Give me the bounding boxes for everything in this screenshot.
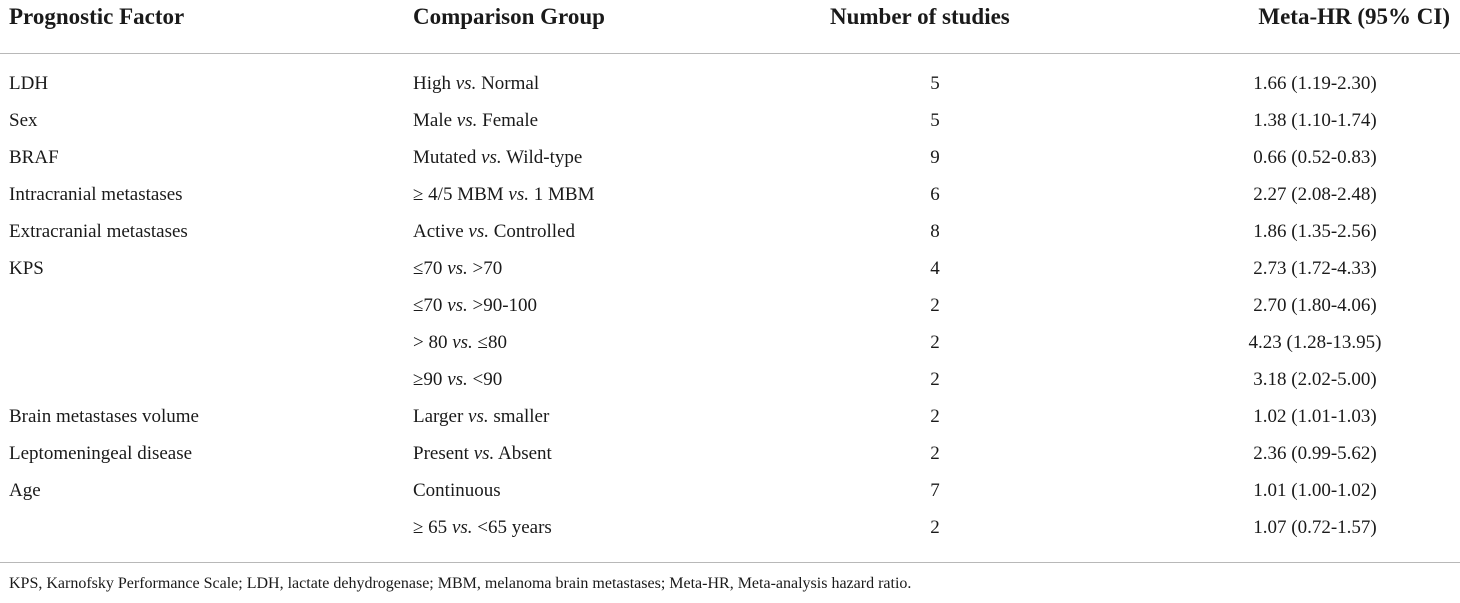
comparison-group-cell (413, 480, 501, 502)
group-a: ≥ 4/5 MBM (413, 184, 504, 205)
group-a: Male (413, 110, 453, 131)
vs-label: vs. (447, 369, 468, 390)
group-b: 1 MBM (533, 184, 595, 205)
comparison-group-cell (413, 110, 538, 132)
prognostic-factor-cell: KPS (9, 258, 44, 279)
table-row (0, 141, 1460, 178)
studies-count-cell: 7 (930, 480, 940, 501)
header-number-of-studies: Number of studies (830, 4, 1010, 29)
prognostic-factor-cell: Leptomeningeal disease (9, 443, 193, 464)
group-a: ≤70 (413, 258, 443, 279)
group-b: Normal (481, 73, 540, 94)
studies-count-cell: 5 (930, 110, 940, 131)
comparison-group-cell (413, 73, 539, 95)
meta-hr-cell: 1.01 (1.00-1.02) (1253, 480, 1377, 501)
studies-count-cell: 2 (930, 295, 940, 316)
meta-hr-cell: 4.23 (1.28-13.95) (1248, 332, 1382, 353)
meta-hr-cell: 1.66 (1.19-2.30) (1253, 73, 1377, 94)
group-b: <65 years (477, 517, 552, 538)
studies-count-cell: 6 (930, 184, 940, 205)
studies-count-cell: 8 (930, 221, 940, 242)
table-row (0, 67, 1460, 104)
table-footnote: KPS, Karnofsky Performance Scale; LDH, lactate dehydrogenase; MBM, melanoma brain metastases; Meta-HR, Meta-analysis hazard ratio. (9, 575, 912, 592)
prognostic-factor-cell: LDH (9, 73, 49, 94)
comparison-group-cell (413, 184, 594, 206)
vs-label: vs. (468, 221, 489, 242)
table-row (0, 474, 1460, 511)
group-b: Controlled (493, 221, 576, 242)
group-a: ≤70 (413, 295, 443, 316)
comparison-group-cell (413, 221, 575, 243)
studies-count-cell: 4 (930, 258, 940, 279)
comparison-group-cell (413, 443, 552, 465)
table-header-row (0, 0, 1460, 54)
table-row (0, 215, 1460, 252)
table-body (0, 54, 1460, 548)
studies-count-cell: 2 (930, 406, 940, 427)
comparison-group-cell (413, 517, 552, 539)
table-row (0, 363, 1460, 400)
table-row (0, 511, 1460, 548)
header-meta-hr: Meta-HR (95% CI) (1258, 4, 1450, 29)
vs-label: vs. (468, 406, 489, 427)
table-row (0, 326, 1460, 363)
comparison-group-cell (413, 406, 549, 428)
meta-hr-cell: 2.70 (1.80-4.06) (1253, 295, 1377, 316)
meta-hr-cell: 1.86 (1.35-2.56) (1253, 221, 1377, 242)
studies-count-cell: 5 (930, 73, 940, 94)
comparison-group-cell (413, 332, 507, 354)
group-a: ≥ 65 (413, 517, 448, 538)
vs-label: vs. (473, 443, 495, 464)
vs-label: vs. (447, 258, 468, 279)
group-a: Mutated (413, 147, 477, 168)
studies-count-cell: 2 (930, 517, 940, 538)
prognostic-factor-cell: Sex (9, 110, 38, 131)
prognostic-factor-cell: Intracranial metastases (9, 184, 183, 205)
meta-hr-cell: 2.36 (0.99-5.62) (1253, 443, 1377, 464)
vs-label: vs. (481, 147, 502, 168)
comparison-group-cell (413, 369, 502, 391)
studies-count-cell: 2 (930, 332, 940, 353)
comparison-group-cell (413, 258, 502, 280)
table-row (0, 104, 1460, 141)
table-row (0, 437, 1460, 474)
group-a: Present (413, 443, 469, 464)
meta-hr-cell: 2.73 (1.72-4.33) (1253, 258, 1377, 279)
vs-label: vs. (452, 332, 473, 353)
meta-hr-cell: 1.38 (1.10-1.74) (1253, 110, 1377, 131)
meta-hr-cell: 1.07 (0.72-1.57) (1253, 517, 1377, 538)
table-bottom-rule (0, 562, 1460, 563)
table-row (0, 252, 1460, 289)
group-a: Larger (413, 406, 464, 427)
prognostic-factor-cell: Extracranial metastases (9, 221, 188, 242)
group-b: >70 (472, 258, 503, 279)
group-a: Active (413, 221, 464, 242)
group-b: <90 (472, 369, 503, 390)
table-row (0, 400, 1460, 437)
prognostic-factor-cell: Brain metastases volume (9, 406, 199, 427)
group-a: Continuous (413, 480, 501, 501)
vs-label: vs. (447, 295, 468, 316)
vs-label: vs. (508, 184, 529, 205)
comparison-group-cell (413, 147, 582, 169)
header-prognostic-factor: Prognostic Factor (9, 4, 185, 29)
group-b: Female (482, 110, 539, 131)
header-comparison-group: Comparison Group (413, 4, 605, 29)
prognostic-factor-cell: BRAF (9, 147, 59, 168)
group-a: ≥90 (413, 369, 443, 390)
table-row (0, 178, 1460, 215)
meta-hr-cell: 3.18 (2.02-5.00) (1253, 369, 1377, 390)
group-b: ≤80 (477, 332, 507, 353)
meta-hr-cell: 2.27 (2.08-2.48) (1253, 184, 1377, 205)
group-a: > 80 (413, 332, 448, 353)
group-a: High (413, 73, 451, 94)
meta-hr-cell: 0.66 (0.52-0.83) (1253, 147, 1377, 168)
vs-label: vs. (451, 517, 473, 538)
meta-hr-cell: 1.02 (1.01-1.03) (1253, 406, 1377, 427)
studies-count-cell: 9 (930, 147, 940, 168)
group-b: >90-100 (472, 295, 538, 316)
group-b: Wild-type (506, 147, 583, 168)
vs-label: vs. (455, 73, 477, 94)
studies-count-cell: 2 (930, 443, 940, 464)
vs-label: vs. (456, 110, 478, 131)
prognostic-factor-cell: Age (9, 480, 41, 501)
comparison-group-cell (413, 295, 537, 317)
table-row (0, 289, 1460, 326)
studies-count-cell: 2 (930, 369, 940, 390)
group-b: Absent (497, 443, 552, 464)
group-b: smaller (493, 406, 550, 427)
